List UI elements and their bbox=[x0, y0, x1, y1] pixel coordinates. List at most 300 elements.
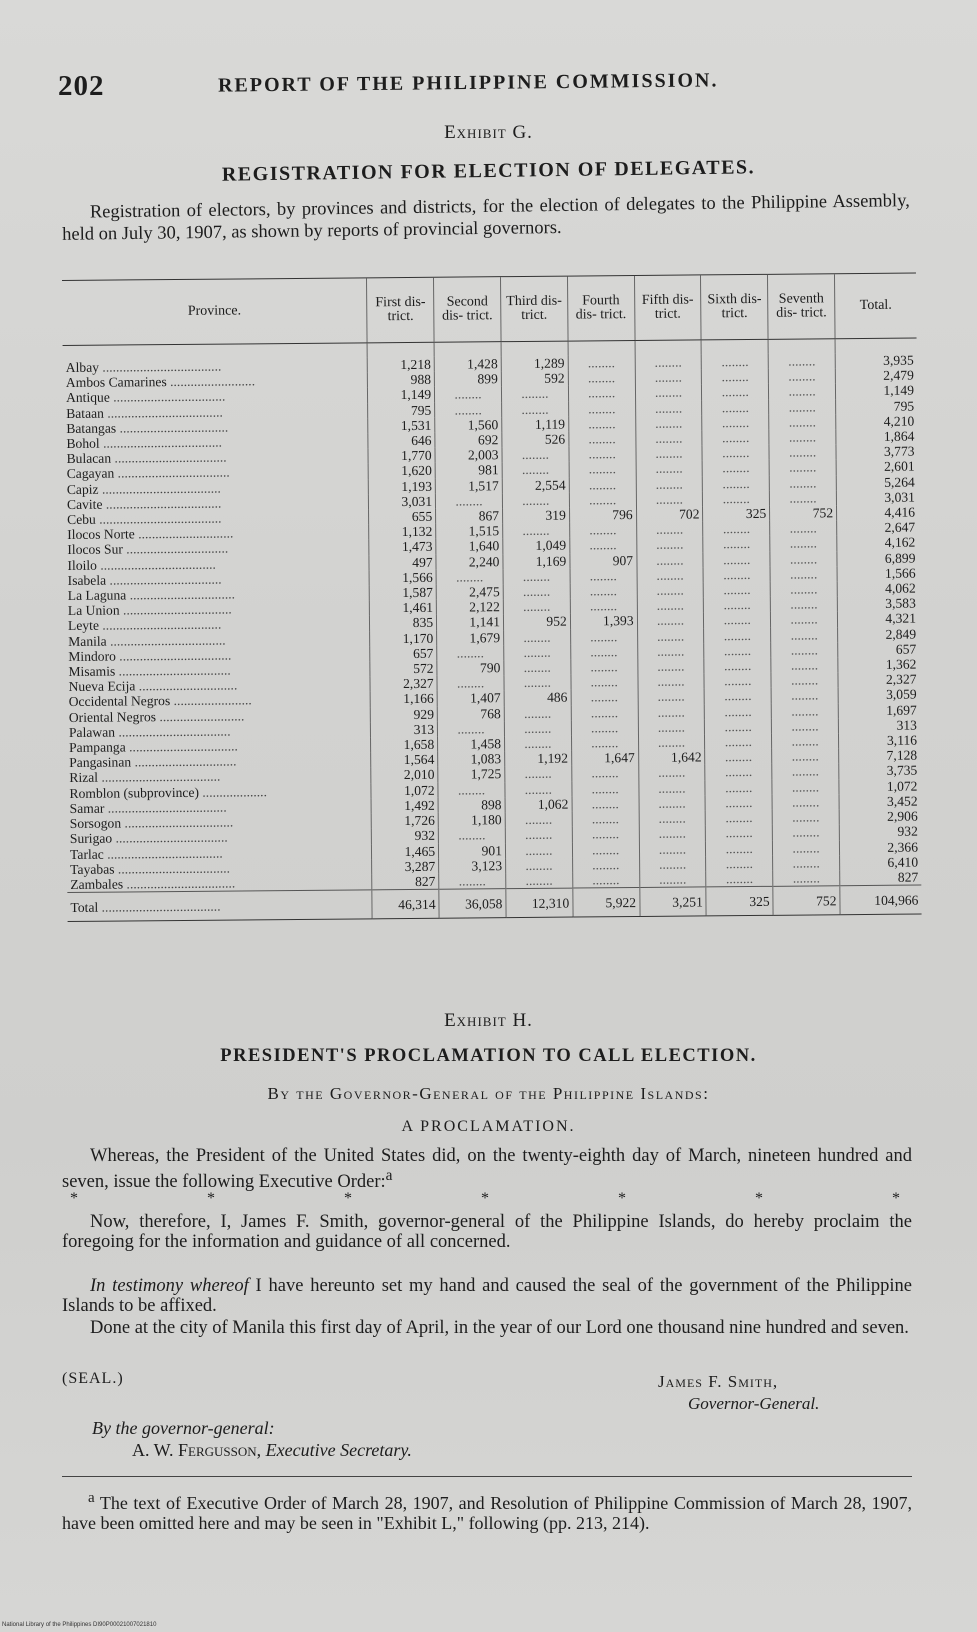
signer-title: Governor-General. bbox=[688, 1394, 820, 1413]
star: * bbox=[481, 1190, 489, 1207]
empty-cell: ........ bbox=[638, 674, 705, 690]
leader-dots: ............................. bbox=[135, 677, 238, 694]
total-cell: 3,031 bbox=[836, 489, 918, 505]
district-cell: 1,770 bbox=[368, 448, 435, 464]
district-cell: 1,473 bbox=[369, 539, 436, 555]
leader-dots: ......................... bbox=[166, 373, 256, 390]
empty-cell: ........ bbox=[504, 629, 571, 645]
total-cell: 4,162 bbox=[837, 535, 919, 551]
district-cell: 1,083 bbox=[438, 751, 505, 767]
empty-cell: ........ bbox=[437, 675, 504, 691]
province-label: Cagayan bbox=[66, 465, 115, 482]
total-cell: 2,366 bbox=[839, 839, 921, 855]
empty-cell: ........ bbox=[635, 430, 702, 446]
district-cell: 932 bbox=[372, 828, 439, 844]
empty-cell: ........ bbox=[503, 523, 570, 539]
empty-cell: ........ bbox=[571, 705, 638, 721]
total-label bbox=[67, 890, 372, 922]
district-cell: 497 bbox=[369, 554, 436, 570]
district-cell: 795 bbox=[368, 402, 435, 418]
district-cell: 2,240 bbox=[436, 554, 503, 570]
empty-cell: ........ bbox=[504, 705, 571, 721]
empty-cell: ........ bbox=[436, 493, 503, 509]
running-title: REPORT OF THE PHILIPPINE COMMISSION. bbox=[217, 69, 719, 97]
empty-cell: ........ bbox=[636, 476, 703, 492]
empty-cell: ........ bbox=[572, 872, 639, 888]
empty-cell: ........ bbox=[639, 810, 706, 826]
empty-cell: ........ bbox=[569, 461, 636, 477]
empty-cell: ........ bbox=[705, 780, 772, 796]
total-cell: 827 bbox=[840, 869, 922, 885]
total-cell: 3,773 bbox=[836, 444, 918, 460]
empty-cell: ........ bbox=[769, 475, 836, 491]
district-cell: 325 bbox=[703, 506, 770, 522]
province-label: La Union bbox=[67, 602, 120, 619]
empty-cell: ........ bbox=[438, 782, 505, 798]
empty-cell: ........ bbox=[772, 718, 839, 734]
total-cell: 3,935 bbox=[835, 353, 917, 369]
empty-cell: ........ bbox=[773, 825, 840, 841]
total-cell: 3,735 bbox=[839, 763, 921, 779]
footnote bbox=[62, 1488, 912, 1533]
district-cell: 655 bbox=[369, 509, 436, 525]
empty-cell: ........ bbox=[635, 400, 702, 416]
empty-cell: ........ bbox=[770, 551, 837, 567]
district-cell: 1,049 bbox=[503, 538, 570, 554]
empty-cell: ........ bbox=[501, 386, 568, 402]
leader-dots: .............................. bbox=[131, 753, 237, 770]
empty-cell: ........ bbox=[639, 826, 706, 842]
empty-cell: ........ bbox=[706, 810, 773, 826]
district-cell: 1,725 bbox=[438, 767, 505, 783]
empty-cell: ........ bbox=[636, 491, 703, 507]
district-cell: 1,393 bbox=[570, 613, 637, 629]
column-header-province: Province. bbox=[62, 278, 367, 346]
district-cell: 867 bbox=[436, 508, 503, 524]
leader-dots: ................................ bbox=[121, 814, 234, 831]
total-cell: 2,647 bbox=[837, 520, 919, 536]
district-cell: 1,679 bbox=[437, 630, 504, 646]
province-label: Total bbox=[70, 899, 99, 915]
total-cell: 7,128 bbox=[839, 748, 921, 764]
district-cell: 988 bbox=[368, 372, 435, 388]
leader-dots: ................................. bbox=[114, 464, 230, 481]
province-label: Leyte bbox=[67, 618, 100, 634]
total-cell: 4,062 bbox=[837, 581, 919, 597]
district-cell: 1,072 bbox=[371, 782, 438, 798]
empty-cell: ........ bbox=[635, 354, 702, 370]
empty-cell: ........ bbox=[572, 811, 639, 827]
province-label: Tayabas bbox=[70, 861, 115, 877]
star: * bbox=[618, 1190, 626, 1207]
total-cell: 795 bbox=[836, 398, 918, 414]
district-cell: 1,726 bbox=[372, 813, 439, 829]
star: * bbox=[755, 1190, 763, 1207]
paragraph-whereas bbox=[62, 1146, 912, 1192]
district-cell: 1,170 bbox=[370, 630, 437, 646]
leader-dots: ................................... bbox=[99, 434, 223, 451]
leader-dots: ................................... bbox=[104, 799, 227, 816]
leader-dots: ................... bbox=[198, 783, 268, 800]
district-cell: 1,640 bbox=[436, 539, 503, 555]
empty-cell: ........ bbox=[635, 415, 702, 431]
empty-cell: ........ bbox=[637, 658, 704, 674]
district-cell: 1,531 bbox=[368, 418, 435, 434]
empty-cell: ........ bbox=[768, 353, 835, 369]
empty-cell: ........ bbox=[770, 566, 837, 582]
total-cell: 2,601 bbox=[836, 459, 918, 475]
district-cell: 796 bbox=[569, 507, 636, 523]
empty-cell: ........ bbox=[572, 765, 639, 781]
leader-dots: ................................. bbox=[115, 662, 231, 679]
empty-cell: ........ bbox=[570, 583, 637, 599]
province-label: La Laguna bbox=[67, 587, 127, 604]
total-cell: 1,864 bbox=[836, 429, 918, 445]
empty-cell: ........ bbox=[637, 643, 704, 659]
footnote-rule bbox=[62, 1476, 912, 1477]
empty-cell: ........ bbox=[639, 795, 706, 811]
empty-cell: ........ bbox=[704, 627, 771, 643]
by-governor-line: By the governor-general: bbox=[92, 1418, 275, 1438]
leader-dots: .................................. bbox=[102, 495, 222, 512]
district-cell: 1,169 bbox=[503, 553, 570, 569]
empty-cell: ........ bbox=[436, 569, 503, 585]
district-cell: 526 bbox=[502, 432, 569, 448]
district-cell: 1,587 bbox=[370, 585, 437, 601]
total-cell: 1,362 bbox=[838, 657, 920, 673]
province-label: Occidental Negros bbox=[68, 693, 171, 710]
empty-cell: ........ bbox=[769, 399, 836, 415]
district-cell: 752 bbox=[773, 886, 840, 916]
district-cell: 702 bbox=[636, 506, 703, 522]
province-label: Batangas bbox=[66, 420, 117, 436]
footnote-mark: a bbox=[88, 1490, 95, 1506]
empty-cell: ........ bbox=[771, 627, 838, 643]
empty-cell: ........ bbox=[570, 598, 637, 614]
district-cell: 3,251 bbox=[639, 887, 706, 917]
total-cell: 313 bbox=[838, 717, 920, 733]
empty-cell: ........ bbox=[504, 675, 571, 691]
column-header-8: Total. bbox=[835, 273, 917, 339]
empty-cell: ........ bbox=[703, 521, 770, 537]
empty-cell: ........ bbox=[638, 689, 705, 705]
empty-cell: ........ bbox=[638, 780, 705, 796]
leader-dots: ................................. bbox=[112, 829, 228, 846]
district-cell: 1,560 bbox=[435, 417, 502, 433]
leader-dots: ................................ bbox=[116, 419, 229, 436]
empty-cell: ........ bbox=[637, 598, 704, 614]
leader-dots: .................................. bbox=[96, 556, 216, 573]
total-cell: 4,210 bbox=[836, 413, 918, 429]
exhibit-g-intro: Registration of electors, by provinces and districts, for the election of delegates to the Philippine Assembly, held on July 30, 1907, as shown by reports of provincial governors. bbox=[62, 191, 910, 245]
district-cell: 36,058 bbox=[439, 889, 506, 919]
province-label: Oriental Negros bbox=[68, 708, 157, 725]
empty-cell: ........ bbox=[772, 749, 839, 765]
province-label: Cavite bbox=[66, 496, 103, 512]
star: * bbox=[207, 1190, 215, 1207]
empty-cell: ........ bbox=[770, 520, 837, 536]
empty-cell: ........ bbox=[572, 857, 639, 873]
empty-cell: ........ bbox=[637, 582, 704, 598]
district-cell: 2,003 bbox=[435, 447, 502, 463]
district-cell: 1,180 bbox=[438, 812, 505, 828]
district-cell: 1,218 bbox=[368, 357, 435, 373]
leader-dots: ................................. bbox=[114, 860, 231, 877]
empty-cell: ........ bbox=[635, 385, 702, 401]
empty-cell: ........ bbox=[772, 764, 839, 780]
empty-cell: ........ bbox=[506, 872, 573, 888]
empty-cell: ........ bbox=[504, 660, 571, 676]
district-cell: 2,475 bbox=[436, 584, 503, 600]
empty-cell: ........ bbox=[703, 475, 770, 491]
empty-cell: ........ bbox=[772, 794, 839, 810]
province-label: Bataan bbox=[66, 405, 104, 421]
empty-cell: ........ bbox=[702, 415, 769, 431]
total-cell: 2,906 bbox=[839, 809, 921, 825]
district-cell: 592 bbox=[501, 371, 568, 387]
empty-cell: ........ bbox=[704, 582, 771, 598]
empty-cell: ........ bbox=[637, 628, 704, 644]
province-label: Bohol bbox=[66, 435, 100, 451]
by-governor-general-line: By the Governor-General of the Philippine Islands: bbox=[267, 1084, 710, 1103]
district-cell: 5,922 bbox=[573, 888, 640, 918]
empty-cell: ........ bbox=[769, 429, 836, 445]
empty-cell: ........ bbox=[568, 370, 635, 386]
empty-cell: ........ bbox=[702, 430, 769, 446]
empty-cell: ........ bbox=[770, 581, 837, 597]
empty-cell: ........ bbox=[636, 537, 703, 553]
province-label: Ilocos Sur bbox=[67, 541, 123, 558]
empty-cell: ........ bbox=[703, 491, 770, 507]
total-cell: 1,697 bbox=[838, 702, 920, 718]
district-cell: 313 bbox=[371, 722, 438, 738]
empty-cell: ........ bbox=[706, 871, 773, 887]
province-label: Ambos Camarines bbox=[65, 374, 167, 391]
district-cell: 2,327 bbox=[370, 676, 437, 692]
empty-cell: ........ bbox=[702, 369, 769, 385]
total-cell: 1,149 bbox=[835, 383, 917, 399]
district-cell: 1,407 bbox=[437, 691, 504, 707]
district-cell: 2,554 bbox=[502, 477, 569, 493]
district-cell: 899 bbox=[434, 371, 501, 387]
leader-dots: .................................. bbox=[103, 404, 223, 421]
empty-cell: ........ bbox=[569, 446, 636, 462]
district-cell: 46,314 bbox=[372, 889, 439, 919]
district-cell: 2,010 bbox=[371, 767, 438, 783]
empty-cell: ........ bbox=[568, 355, 635, 371]
secretary-name: A. W. Fergusson, bbox=[132, 1440, 262, 1460]
district-cell: 768 bbox=[437, 706, 504, 722]
district-cell: 1,492 bbox=[371, 798, 438, 814]
empty-cell: ........ bbox=[638, 704, 705, 720]
leader-dots: ............................ bbox=[134, 525, 234, 542]
empty-cell: ........ bbox=[505, 842, 572, 858]
empty-cell: ........ bbox=[769, 368, 836, 384]
star: * bbox=[344, 1190, 352, 1207]
paragraph-now-therefore: Now, therefore, I, James F. Smith, governor-general of the Philippine Islands, do hereby proclaim the foregoing for the information and guidance of all concerned. bbox=[62, 1212, 912, 1252]
total-cell: 104,966 bbox=[840, 885, 922, 915]
empty-cell: ........ bbox=[504, 736, 571, 752]
empty-cell: ........ bbox=[705, 764, 772, 780]
empty-cell: ........ bbox=[772, 809, 839, 825]
empty-cell: ........ bbox=[769, 414, 836, 430]
empty-cell: ........ bbox=[705, 703, 772, 719]
empty-cell: ........ bbox=[570, 537, 637, 553]
empty-cell: ........ bbox=[503, 584, 570, 600]
empty-cell: ........ bbox=[703, 536, 770, 552]
empty-cell: ........ bbox=[771, 703, 838, 719]
empty-cell: ........ bbox=[502, 401, 569, 417]
province-label: Samar bbox=[69, 800, 105, 816]
district-cell: 1,658 bbox=[371, 737, 438, 753]
total-cell: 2,479 bbox=[835, 368, 917, 384]
district-cell: 1,166 bbox=[370, 691, 437, 707]
empty-cell: ........ bbox=[571, 674, 638, 690]
empty-cell: ........ bbox=[706, 840, 773, 856]
empty-cell: ........ bbox=[639, 856, 706, 872]
province-label: Romblon (subprovince) bbox=[69, 784, 200, 801]
leader-dots: ............................... bbox=[126, 586, 236, 603]
province-label: Antique bbox=[65, 389, 110, 406]
running-header bbox=[58, 70, 918, 110]
empty-cell: ........ bbox=[568, 416, 635, 432]
empty-cell: ........ bbox=[506, 857, 573, 873]
empty-cell: ........ bbox=[572, 796, 639, 812]
empty-cell: ........ bbox=[706, 856, 773, 872]
total-cell: 6,410 bbox=[840, 854, 922, 870]
total-cell: 3,583 bbox=[837, 596, 919, 612]
total-cell: 2,327 bbox=[838, 672, 920, 688]
empty-cell: ........ bbox=[704, 643, 771, 659]
district-cell: 1,461 bbox=[370, 600, 437, 616]
empty-cell: ........ bbox=[569, 477, 636, 493]
leader-dots: ................................... bbox=[98, 617, 222, 634]
total-cell: 1,566 bbox=[837, 565, 919, 581]
leader-dots: ....................... bbox=[170, 692, 252, 709]
province-label: Rizal bbox=[69, 770, 99, 786]
province-label: Manila bbox=[68, 633, 107, 649]
total-cell: 3,059 bbox=[838, 687, 920, 703]
empty-cell: ........ bbox=[639, 841, 706, 857]
empty-cell: ........ bbox=[702, 384, 769, 400]
column-header-5: Fifth dis- trict. bbox=[634, 275, 701, 341]
footnote-reference: a bbox=[385, 1167, 393, 1184]
page-number: 202 bbox=[58, 70, 105, 102]
empty-cell: ........ bbox=[704, 673, 771, 689]
empty-cell: ........ bbox=[704, 597, 771, 613]
district-cell: 1,062 bbox=[505, 796, 572, 812]
empty-cell: ........ bbox=[505, 766, 572, 782]
district-cell: 325 bbox=[706, 886, 773, 916]
empty-cell: ........ bbox=[505, 781, 572, 797]
empty-cell: ........ bbox=[504, 720, 571, 736]
district-cell: 2,122 bbox=[436, 599, 503, 615]
empty-cell: ........ bbox=[636, 552, 703, 568]
district-cell: 1,192 bbox=[505, 751, 572, 767]
total-cell: 3,452 bbox=[839, 793, 921, 809]
district-cell: 646 bbox=[368, 433, 435, 449]
empty-cell: ........ bbox=[505, 827, 572, 843]
empty-cell: ........ bbox=[435, 387, 502, 403]
table-header-row bbox=[62, 273, 917, 345]
district-cell: 1,428 bbox=[434, 356, 501, 372]
empty-cell: ........ bbox=[572, 826, 639, 842]
total-cell: 2,849 bbox=[838, 626, 920, 642]
district-cell: 319 bbox=[502, 508, 569, 524]
district-cell: 827 bbox=[372, 874, 439, 890]
empty-cell: ........ bbox=[637, 567, 704, 583]
empty-cell: ........ bbox=[638, 765, 705, 781]
district-cell: 1,141 bbox=[437, 615, 504, 631]
province-label: Nueva Ecija bbox=[68, 678, 136, 695]
exhibit-h-title: PRESIDENT'S PROCLAMATION TO CALL ELECTION. bbox=[220, 1046, 757, 1066]
province-label: Sorsogon bbox=[69, 815, 122, 832]
column-header-1: First dis- trict. bbox=[367, 277, 434, 343]
leader-dots: ................................ bbox=[119, 601, 232, 618]
star: * bbox=[70, 1190, 78, 1207]
paragraph-whereas-text: Whereas, the President of the United States did, on the twenty-eighth day of March, nineteen hundred and seven, issue the following Executive Order: bbox=[62, 1146, 912, 1193]
registration-table bbox=[62, 273, 922, 923]
empty-cell: ........ bbox=[773, 855, 840, 871]
empty-cell: ........ bbox=[568, 385, 635, 401]
district-cell: 12,310 bbox=[506, 888, 573, 918]
province-label: Isabela bbox=[67, 572, 107, 588]
empty-cell: ........ bbox=[703, 460, 770, 476]
empty-cell: ........ bbox=[569, 431, 636, 447]
district-cell: 1,149 bbox=[368, 387, 435, 403]
empty-cell: ........ bbox=[772, 733, 839, 749]
empty-cell: ........ bbox=[568, 401, 635, 417]
district-cell: 1,515 bbox=[436, 523, 503, 539]
province-label: Pangasinan bbox=[69, 754, 132, 771]
province-label: Palawan bbox=[68, 724, 116, 740]
total-cell: 6,899 bbox=[837, 550, 919, 566]
province-label: Pampanga bbox=[69, 739, 126, 756]
empty-cell: ........ bbox=[570, 568, 637, 584]
empty-cell: ........ bbox=[773, 870, 840, 886]
leader-dots: .................................. bbox=[103, 845, 223, 862]
district-cell: 981 bbox=[435, 463, 502, 479]
column-header-7: Seventh dis- trict. bbox=[768, 274, 835, 340]
leader-dots: .................................... bbox=[95, 510, 222, 527]
district-cell: 1,132 bbox=[369, 524, 436, 540]
column-header-2: Second dis- trict. bbox=[434, 277, 501, 343]
empty-cell: ........ bbox=[571, 735, 638, 751]
empty-cell: ........ bbox=[772, 779, 839, 795]
empty-cell: ........ bbox=[569, 522, 636, 538]
district-cell: 1,517 bbox=[435, 478, 502, 494]
empty-cell: ........ bbox=[438, 827, 505, 843]
empty-cell: ........ bbox=[702, 354, 769, 370]
total-cell: 4,321 bbox=[837, 611, 919, 627]
empty-cell: ........ bbox=[705, 749, 772, 765]
empty-cell: ........ bbox=[570, 629, 637, 645]
province-label: Tarlac bbox=[69, 846, 104, 862]
empty-cell: ........ bbox=[638, 734, 705, 750]
paragraph-testimony bbox=[62, 1276, 912, 1316]
empty-cell: ........ bbox=[702, 445, 769, 461]
empty-cell: ........ bbox=[571, 659, 638, 675]
district-cell: 486 bbox=[504, 690, 571, 706]
column-header-3: Third dis- trict. bbox=[500, 276, 567, 342]
proclamation-heading: A PROCLAMATION. bbox=[401, 1118, 576, 1135]
total-cell: 3,116 bbox=[839, 733, 921, 749]
district-cell: 1,193 bbox=[369, 478, 436, 494]
empty-cell: ........ bbox=[636, 522, 703, 538]
district-cell: 790 bbox=[437, 660, 504, 676]
district-cell: 1,289 bbox=[501, 356, 568, 372]
district-cell: 907 bbox=[570, 553, 637, 569]
